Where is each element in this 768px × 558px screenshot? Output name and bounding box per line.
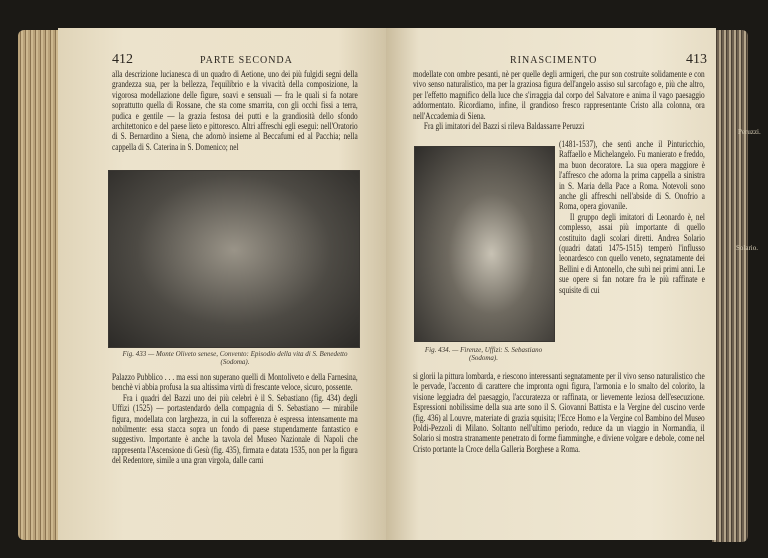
paragraph: Palazzo Pubblico . . . ma essi non superano quelli di Montoliveto e della Farnesina, benchè vi abbia profusa la sua altissima virtù di frescante veloce, sicuro, possente. xyxy=(112,373,358,394)
running-head-left: PARTE SECONDA xyxy=(200,55,293,66)
running-head-right: RINASCIMENTO xyxy=(510,55,598,66)
margin-note-solario: Solario. xyxy=(736,244,758,252)
caption-fig-434: Fig. 434. — Firenze, Uffizi: S. Sebastiano (Sodoma). xyxy=(424,346,543,362)
right-text-top xyxy=(413,70,705,132)
paragraph: (1481-1537), che sentì anche il Pinturicchio, Raffaello e Michelangelo. Fu manierato e freddo, ma buon decoratore. La sua opera maggiore è l'affresco che adorna la prima cappella a sinistra in S. Maria della Pace a Roma. Notevoli sono anche gli affreschi nell'abside di S. Onofrio a Roma, opera giovanile. xyxy=(559,140,705,213)
paragraph: alla descrizione lucianesca di un quadro di Aetione, uno dei più fulgidi segni della grandezza sua, per la bellezza, l'equilibrio e la vivacità della composizione, la vigorosa modellazione delle figure, soavi e sensuali — fra le quali si fa notare soprattutto quella di Rossane, che sta come smarrita, con gli occhi fissi a terra, pudica e gentile — la grazia festosa dei putti e la grandiosità dello sfondo architettonico e del paese lieto e pittoresco. Altri affreschi egli eseguì: nell'Oratorio di S. Bernardino a Siena, che adornò insieme al Beccafumi ed al Pacchia; nella cappella di S. Caterina in S. Domenico; nel xyxy=(112,70,358,153)
paragraph: Fra i quadri del Bazzi uno dei più celebri è il S. Sebastiano (fig. 434) degli Uffizi (1525) — portastendardo della compagnia di S. Sebastiano — mirabile figura, modellata con larghezza, in cui la sofferenza è espressa intensamente ma nobilmente: essa stacca sopra un fondo di paese stupendamente fantastico e suggestivo. Importante è anche la tavola del Museo Nazionale di Napoli che rappresenta l'Ascensione di Gesù (fig. 435), firmata e datata 1535, non per la figura del Redentore, simile a una gran virgola, dalle carni xyxy=(112,393,358,467)
margin-note-peruzzi: Peruzzi. xyxy=(738,128,761,136)
figure-433-fresco xyxy=(108,170,360,348)
figure-434-st-sebastian xyxy=(414,146,555,342)
paragraph: Il gruppo degli imitatori di Leonardo è, nel complesso, assai più importante di quello costituito dagli scolari diretti. Andrea Solario (quadri datati 1475-1515) temperò l'influsso leonardesco con quello veneto, segnatamente dei Bellini e di Antonello, che subì nei primi anni. Le sue opere si fan notare fra le più raffinate e squisite di cui xyxy=(559,212,705,296)
right-text-bottom xyxy=(413,372,705,455)
left-text-bottom xyxy=(112,373,358,467)
page-number-right: 413 xyxy=(686,52,707,67)
paragraph: Fra gli imitatori del Bazzi si rileva Baldassarre Peruzzi xyxy=(423,122,585,133)
book-page-edges-right xyxy=(712,30,748,542)
left-text-top xyxy=(112,70,358,153)
paragraph: modellate con ombre pesanti, nè per quelle degli armigeri, che pur son costruite solidamente e con vivo senso naturalistico, ma per la graziosa figura dell'angelo assiso sul sarcofago e, più che altro, per l'effetto magnifico della luce che s'irraggia dal corpo del Salvatore e anima il vago paesaggio addormentato. Ricordiamo, infine, il grandioso fresco rappresentante Cristo alla colonna, ora nell'Accademia di Siena. xyxy=(413,70,705,122)
caption-fig-433: Fig. 433 — Monte Oliveto senese, Convento: Episodio della vita di S. Benedetto (Sodoma). xyxy=(122,350,348,366)
right-text-column xyxy=(559,140,705,296)
paragraph: si glorii la pittura lombarda, e riescono interessanti segnatamente per il vivo senso naturalistico che le pervade, l'accento di carattere che impronta ogni figura, l'armonia e lo smalto del colorito, la visione leggiadra del paesaggio, l'accuratezza or raffinata, or lievemente leziosa dell'esecuzione. Espressioni nobilissime della sua arte sono il S. Giovanni Battista e la Vergine del cuscino verde (fig. 436) al Louvre, materiate di grazia squisita; l'Ecce Homo e la Vergine col Bambino del Museo Poldi-Pezzoli di Milano. Soltanto nell'ultimo periodo, reduce da un viaggio in Normandia, il Solario si mostra stranamente penetrato di forme fiamminghe, e diviene volgare e debole, come nel Cristo portante la Croce della Galleria Borghese a Roma. xyxy=(413,372,705,455)
page-number-left: 412 xyxy=(112,52,133,67)
